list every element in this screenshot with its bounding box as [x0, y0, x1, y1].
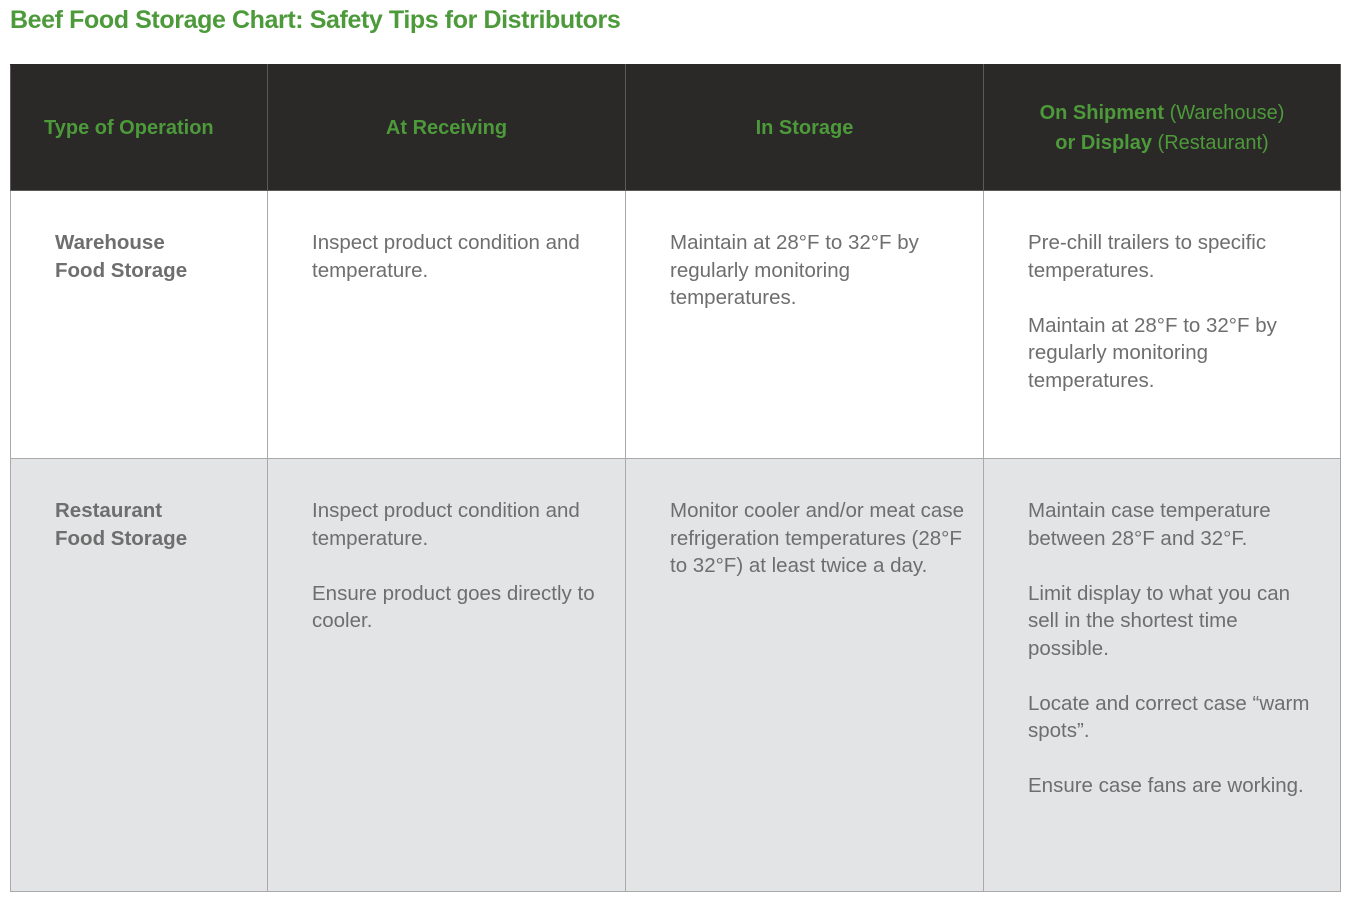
- operation-cell: [11, 191, 268, 459]
- shipment-tip: Locate and correct case “warm spots”.: [1028, 691, 1310, 742]
- header-warehouse-note: (Warehouse): [1169, 101, 1285, 124]
- storage-chart-table: [10, 64, 1341, 892]
- storage-tip: Maintain at 28°F to 32°F by regularly monitoring temperatures.: [670, 231, 919, 309]
- header-row: [11, 65, 1341, 191]
- operation-label-line1: Restaurant: [55, 499, 163, 522]
- shipment-cell: [984, 459, 1341, 892]
- operation-label-line2: Food Storage: [55, 526, 188, 550]
- operation-label-line2: Food Storage: [55, 258, 188, 282]
- storage-cell: [626, 459, 984, 892]
- page-title: Beef Food Storage Chart: Safety Tips for Distributors: [10, 6, 621, 34]
- header-restaurant-note: (Restaurant): [1157, 131, 1269, 154]
- receiving-tip: Inspect product condition and temperature.: [312, 499, 580, 550]
- table-row-warehouse: [11, 191, 1341, 459]
- shipment-tip: Maintain at 28°F to 32°F by regularly monitoring temperatures.: [1028, 313, 1277, 392]
- receiving-tip: Inspect product condition and temperature.: [312, 231, 580, 282]
- header-type-of-operation: Type of Operation: [11, 65, 268, 191]
- shipment-tip: Maintain case temperature between 28°F and 32°F.: [1028, 499, 1271, 550]
- operation-label-line1: Warehouse: [55, 231, 165, 254]
- operation-cell: [11, 459, 268, 892]
- header-on-shipment: On Shipment: [1039, 101, 1165, 124]
- shipment-cell: [984, 191, 1341, 459]
- table-row-restaurant: [11, 459, 1341, 892]
- storage-tip: Monitor cooler and/or meat case refrigeration temperatures (28°F to 32°F) at least twice a day.: [670, 499, 964, 577]
- receiving-cell: [268, 459, 626, 892]
- shipment-tip: Limit display to what you can sell in the shortest time possible.: [1028, 581, 1291, 660]
- shipment-tip: Pre-chill trailers to specific temperatures.: [1028, 231, 1267, 282]
- storage-cell: [626, 191, 984, 459]
- header-shipment-display: [984, 65, 1341, 191]
- shipment-tip: Ensure case fans are working.: [1028, 774, 1304, 797]
- header-at-receiving: At Receiving: [268, 65, 626, 191]
- header-or-display: or Display: [1055, 131, 1152, 154]
- header-in-storage: In Storage: [626, 65, 984, 191]
- receiving-tip: Ensure product goes directly to cooler.: [312, 581, 595, 632]
- receiving-cell: [268, 191, 626, 459]
